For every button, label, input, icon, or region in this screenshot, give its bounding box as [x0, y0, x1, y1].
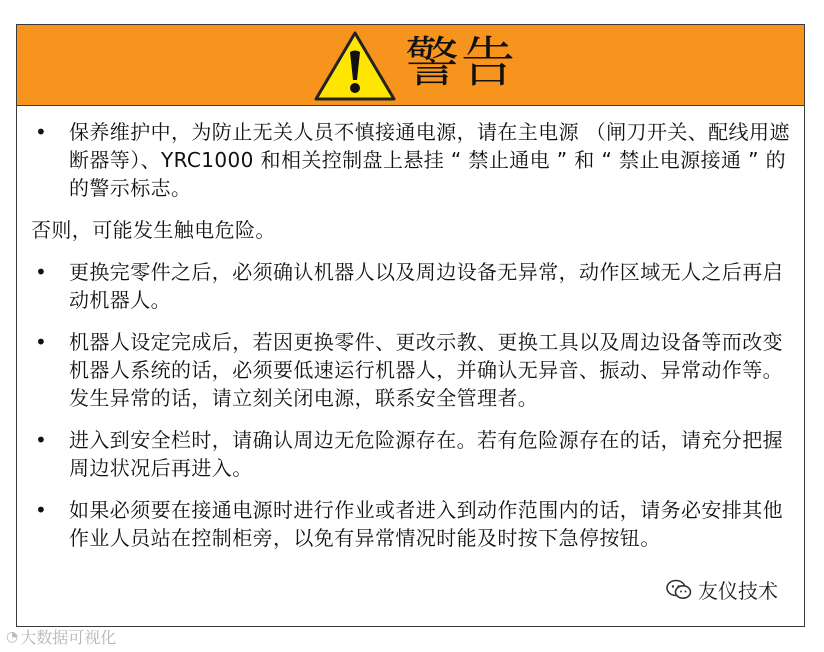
bullet: •	[35, 498, 48, 522]
watermark-right	[662, 575, 782, 604]
warning-triangle-icon	[313, 30, 397, 102]
item-text: 进入到安全栏时，请确认周边无危险源存在。若有危险源存在的话，请充分把握周边状况后再进入。	[69, 428, 783, 480]
item-text: 如果必须要在接通电源时进行作业或者进入到动作范围内的话，请务必安排其他作业人员站在控制柜旁，以免有异常情况时能及时按下急停按钮。	[69, 498, 783, 550]
list-item	[31, 118, 790, 202]
bullet: •	[35, 330, 48, 354]
watermark-left	[6, 625, 116, 648]
warning-body	[17, 106, 804, 552]
warning-panel	[16, 24, 805, 627]
watermark-left-text: 大数据可视化	[20, 628, 117, 647]
bullet: •	[35, 428, 48, 452]
warning-title: 警告	[405, 31, 517, 94]
logo-icon: ◔	[6, 628, 19, 645]
bullet: •	[35, 260, 48, 284]
item-text: 机器人设定完成后，若因更换零件、更改示教、更换工具以及周边设备等而改变机器人系统的话，必须要低速运行机器人，并确认无异音、振动、异常动作等。发生异常的话，请立刻关闭电源，联系安全管理者。	[69, 330, 783, 410]
item-text: 保养维护中，为防止无关人员不慎接通电源，请在主电源 （闸刀开关、配线用遮断器等）、YRC1000 和相关控制盘上悬挂 “ 禁止通电 ” 和 “ 禁止电源接通 ” 的的警示标志。	[69, 120, 790, 200]
plain-paragraph: 否则，可能发生触电危险。	[31, 218, 276, 242]
warning-header	[17, 25, 804, 106]
bullet: •	[35, 120, 48, 144]
list-item	[31, 426, 790, 482]
wechat-icon	[666, 579, 692, 601]
list-item	[31, 258, 790, 314]
list-item	[31, 496, 790, 552]
list-item	[31, 328, 790, 412]
item-text: 更换完零件之后，必须确认机器人以及周边设备无异常，动作区域无人之后再启动机器人。	[69, 260, 783, 312]
watermark-right-text: 友仪技术	[698, 579, 778, 603]
